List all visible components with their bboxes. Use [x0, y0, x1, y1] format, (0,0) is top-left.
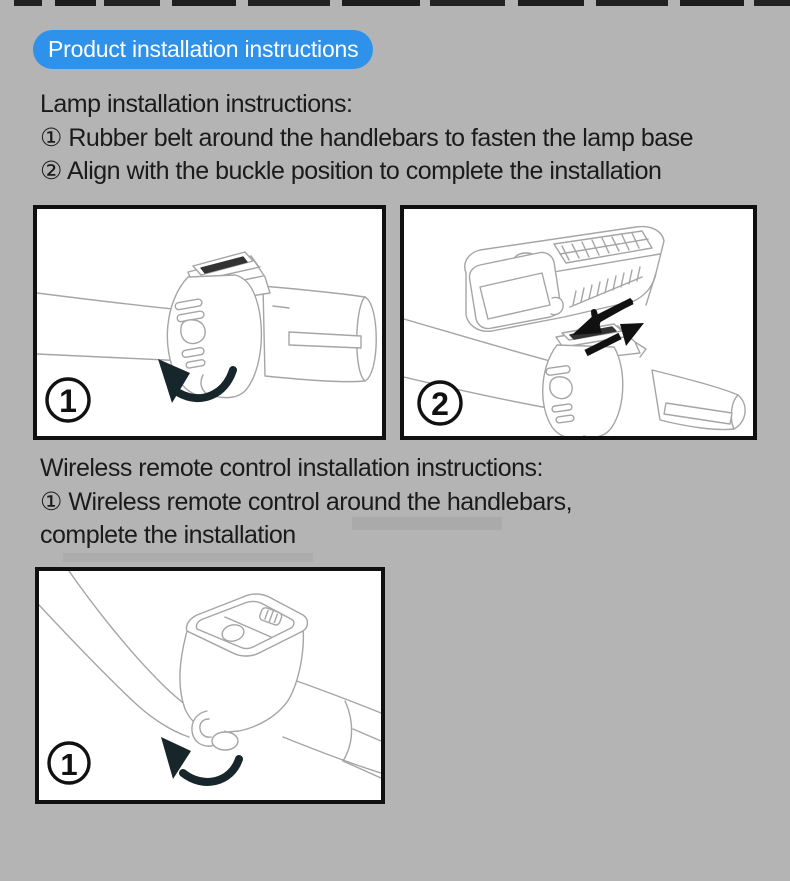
lamp-step-2: ② Align with the buckle position to complete the installation	[40, 157, 662, 185]
strap-mount-illustration	[37, 209, 382, 436]
step-number-badge	[419, 382, 461, 424]
section-title-badge	[33, 30, 373, 69]
lamp-instructions-text	[40, 88, 693, 189]
lamp-install-step1-figure	[33, 205, 386, 440]
watermark-artifact	[63, 553, 313, 562]
remote-install-step1-figure	[35, 567, 385, 804]
section-title-label: Product installation instructions	[48, 36, 359, 62]
lamp-instructions-heading: Lamp installation instructions:	[40, 90, 353, 118]
lamp-install-step2-figure	[400, 205, 757, 440]
remote-step-1: ① Wireless remote control around the handlebars,	[40, 487, 573, 516]
remote-mount-illustration	[39, 571, 381, 800]
step-number-badge	[49, 743, 89, 783]
step-number-badge	[47, 379, 89, 421]
remote-instructions-text	[40, 452, 572, 553]
remote-step-2: complete the installation	[40, 521, 296, 549]
step-number-label: 1	[60, 747, 78, 782]
lamp-slide-illustration	[404, 209, 753, 436]
remote-instructions-heading: Wireless remote control installation instructions:	[40, 454, 543, 482]
step-number-label: 1	[59, 383, 77, 419]
lamp-step-1: ① Rubber belt around the handlebars to fasten the lamp base	[40, 123, 694, 152]
step-number-label: 2	[431, 386, 449, 422]
cropped-text-strip	[0, 0, 790, 6]
